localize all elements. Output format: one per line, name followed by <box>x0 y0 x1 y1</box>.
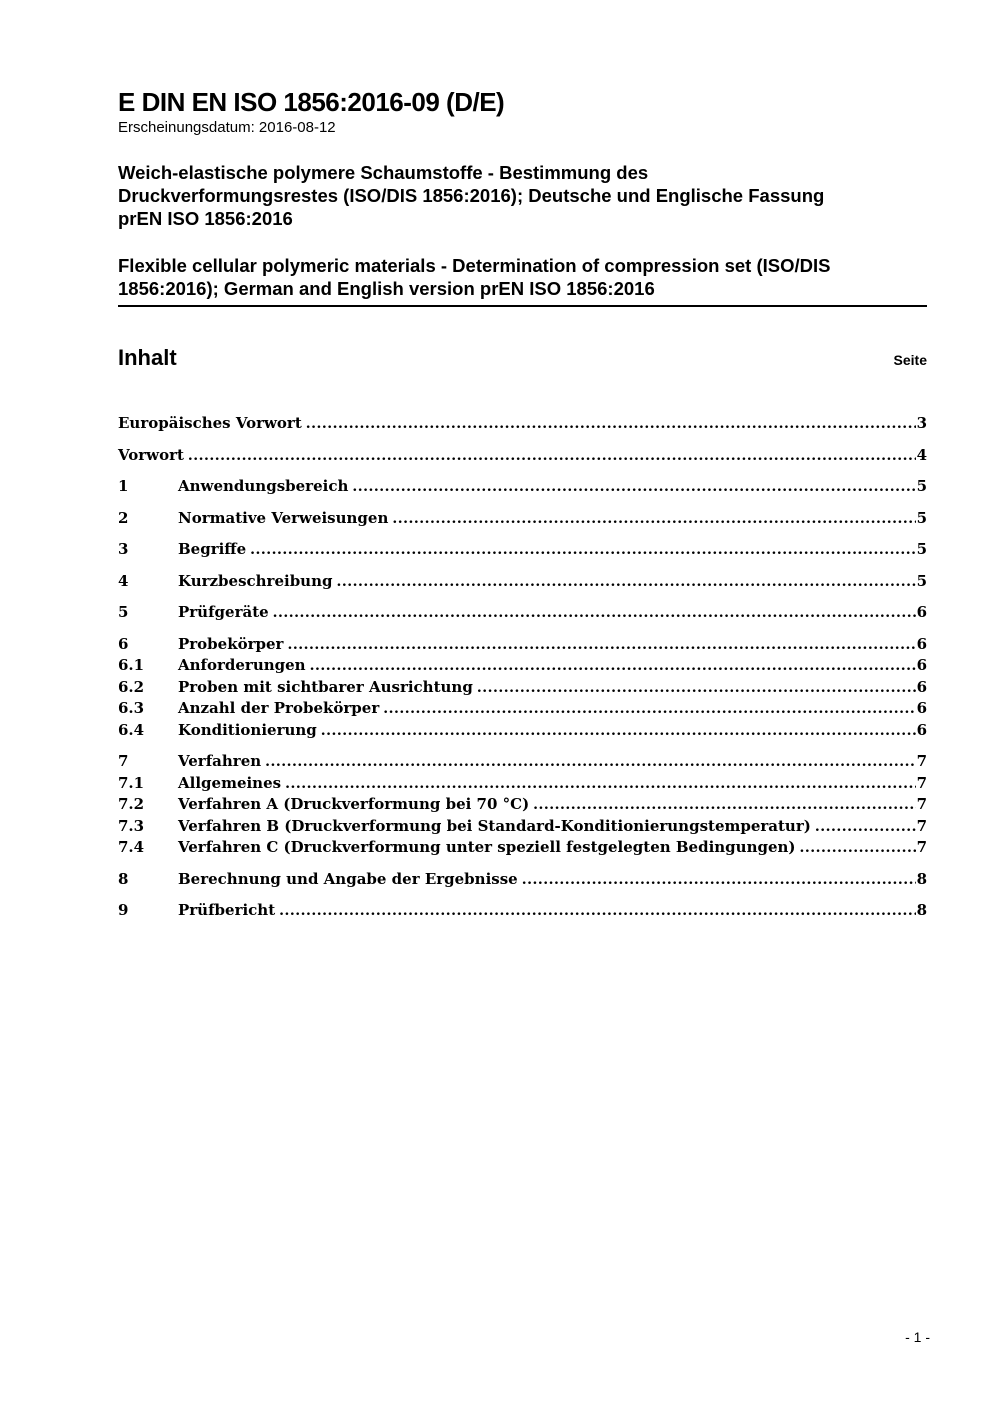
toc-entry-number: 1 <box>118 477 129 495</box>
toc-entry <box>118 816 927 838</box>
toc-entry-number: 6.1 <box>118 656 145 674</box>
toc-dot-leader <box>522 870 916 891</box>
toc-entry-title: Verfahren C (Druckverformung unter speziell festgelegten Bedingungen) <box>178 838 796 856</box>
toc-dot-leader <box>352 477 915 498</box>
toc-entry-number: 6.3 <box>118 699 145 717</box>
toc-entry-page: 5 <box>916 477 927 495</box>
toc-entry-title: Allgemeines <box>178 773 282 792</box>
toc-entry-title: Berechnung und Angabe der Ergebnisse <box>178 869 518 888</box>
toc-header-row <box>118 345 927 371</box>
toc-entry-number: 8 <box>118 869 129 888</box>
toc-entry-number: 3 <box>118 540 129 558</box>
toc-entry-number: 4 <box>118 571 129 590</box>
toc-entry <box>118 751 927 773</box>
german-title-line-2: Druckverformungsrestes (ISO/DIS 1856:2016); Deutsche und Englische Fassung <box>118 185 825 206</box>
toc-entry-title: Anzahl der Probekörper <box>178 699 380 717</box>
toc-entry <box>118 602 927 624</box>
toc-entry-page: 6 <box>916 603 927 621</box>
toc-entry <box>118 900 927 922</box>
toc-entry <box>118 837 927 859</box>
toc-entry-title: Prüfgeräte <box>178 603 269 621</box>
toc-entry <box>118 571 927 593</box>
toc-entry-title: Anforderungen <box>178 656 306 674</box>
toc-entry-number: 9 <box>118 901 129 919</box>
toc-entry-title: Normative Verweisungen <box>178 508 389 527</box>
toc-entry-page: 6 <box>916 699 927 717</box>
toc-dot-leader <box>250 540 915 561</box>
toc-entry <box>118 634 927 656</box>
toc-entry <box>118 655 927 677</box>
publication-date-label: Erscheinungsdatum: <box>118 119 255 136</box>
toc-dot-leader <box>477 678 916 699</box>
toc-entry-page: 7 <box>916 795 927 813</box>
toc-dot-leader <box>306 414 916 435</box>
toc-entry-page: 6 <box>916 720 927 739</box>
toc-entry <box>118 476 927 498</box>
toc-dot-leader <box>815 817 916 838</box>
toc-entry <box>118 677 927 699</box>
toc-entry-number: 7.2 <box>118 795 145 813</box>
toc-entry-title: Anwendungsbereich <box>178 477 349 495</box>
toc-entry-page: 7 <box>916 816 927 835</box>
toc-entry <box>118 539 927 561</box>
toc-entry <box>118 445 927 467</box>
toc-entry-title: Verfahren A (Druckverformung bei 70 °C) <box>178 795 530 813</box>
toc-entry-title: Europäisches Vorwort <box>118 414 302 432</box>
toc-dot-leader <box>285 774 915 795</box>
german-title-line-1: Weich-elastische polymere Schaumstoffe - Bestimmung des <box>118 162 649 183</box>
toc-entry-page: 4 <box>916 445 927 464</box>
toc-entry-page: 5 <box>916 540 927 558</box>
toc-dot-leader <box>800 838 916 859</box>
toc-dot-leader <box>279 901 915 922</box>
toc-entry-page: 5 <box>916 571 927 590</box>
toc-entry-number: 5 <box>118 603 129 621</box>
toc-entry-title: Vorwort <box>118 445 184 464</box>
toc-entry-title: Verfahren B (Druckverformung bei Standard-Konditionierungstemperatur) <box>178 816 811 835</box>
english-title <box>118 254 927 307</box>
toc-entry <box>118 698 927 720</box>
toc-dot-leader <box>188 446 916 467</box>
toc-dot-leader <box>533 795 915 816</box>
toc-entry-number: 6.4 <box>118 720 145 739</box>
toc-entry-page: 7 <box>916 838 927 856</box>
toc-dot-leader <box>265 752 915 773</box>
toc-dot-leader <box>273 603 916 624</box>
publication-date-value: 2016-08-12 <box>258 119 336 136</box>
toc-dot-leader <box>336 572 915 593</box>
toc-entry-title: Kurzbeschreibung <box>178 571 333 590</box>
toc-entry-title: Verfahren <box>178 752 262 770</box>
toc-entry-page: 5 <box>916 508 927 527</box>
toc-entry-title: Prüfbericht <box>178 901 276 919</box>
table-of-contents <box>118 413 927 922</box>
toc-entry <box>118 720 927 742</box>
english-title-line-1: Flexible cellular polymeric materials - Determination of compression set (ISO/DIS <box>118 255 831 276</box>
toc-entry-page: 8 <box>916 869 927 888</box>
toc-entry-number: 7.3 <box>118 816 145 835</box>
toc-entry-page: 8 <box>916 901 927 919</box>
toc-entry-page: 3 <box>916 414 927 432</box>
toc-entry-number: 7 <box>118 752 129 770</box>
toc-entry <box>118 773 927 795</box>
toc-entry-title: Begriffe <box>178 540 247 558</box>
toc-entry-number: 7.4 <box>118 838 145 856</box>
toc-heading: Inhalt <box>118 345 177 370</box>
toc-page-column-label: Seite <box>893 352 927 368</box>
toc-entry-title: Probekörper <box>178 634 284 653</box>
toc-dot-leader <box>383 699 915 720</box>
toc-entry <box>118 413 927 435</box>
toc-entry-page: 6 <box>916 677 927 696</box>
toc-entry-title: Proben mit sichtbarer Ausrichtung <box>178 677 473 696</box>
english-title-line-2: 1856:2016); German and English version prEN ISO 1856:2016 <box>118 278 655 299</box>
german-title <box>118 161 927 230</box>
toc-entry-number: 7.1 <box>118 773 145 792</box>
toc-entry-page: 6 <box>916 656 927 674</box>
toc-entry <box>118 869 927 891</box>
toc-entry-title: Konditionierung <box>178 720 317 739</box>
german-title-line-3: prEN ISO 1856:2016 <box>118 208 293 229</box>
toc-entry <box>118 794 927 816</box>
toc-entry-number: 2 <box>118 508 129 527</box>
publication-date-line <box>118 119 927 136</box>
toc-entry <box>118 508 927 530</box>
toc-entry-number: 6 <box>118 634 129 653</box>
toc-dot-leader <box>321 721 916 742</box>
toc-entry-page: 6 <box>916 634 927 653</box>
toc-entry-page: 7 <box>916 773 927 792</box>
footer-page-number: - 1 - <box>905 1329 930 1345</box>
toc-dot-leader <box>287 635 915 656</box>
toc-entry-page: 7 <box>916 752 927 770</box>
toc-dot-leader <box>392 509 915 530</box>
document-title: E DIN EN ISO 1856:2016-09 (D/E) <box>118 87 505 117</box>
toc-entry-number: 6.2 <box>118 677 145 696</box>
toc-dot-leader <box>310 656 916 677</box>
